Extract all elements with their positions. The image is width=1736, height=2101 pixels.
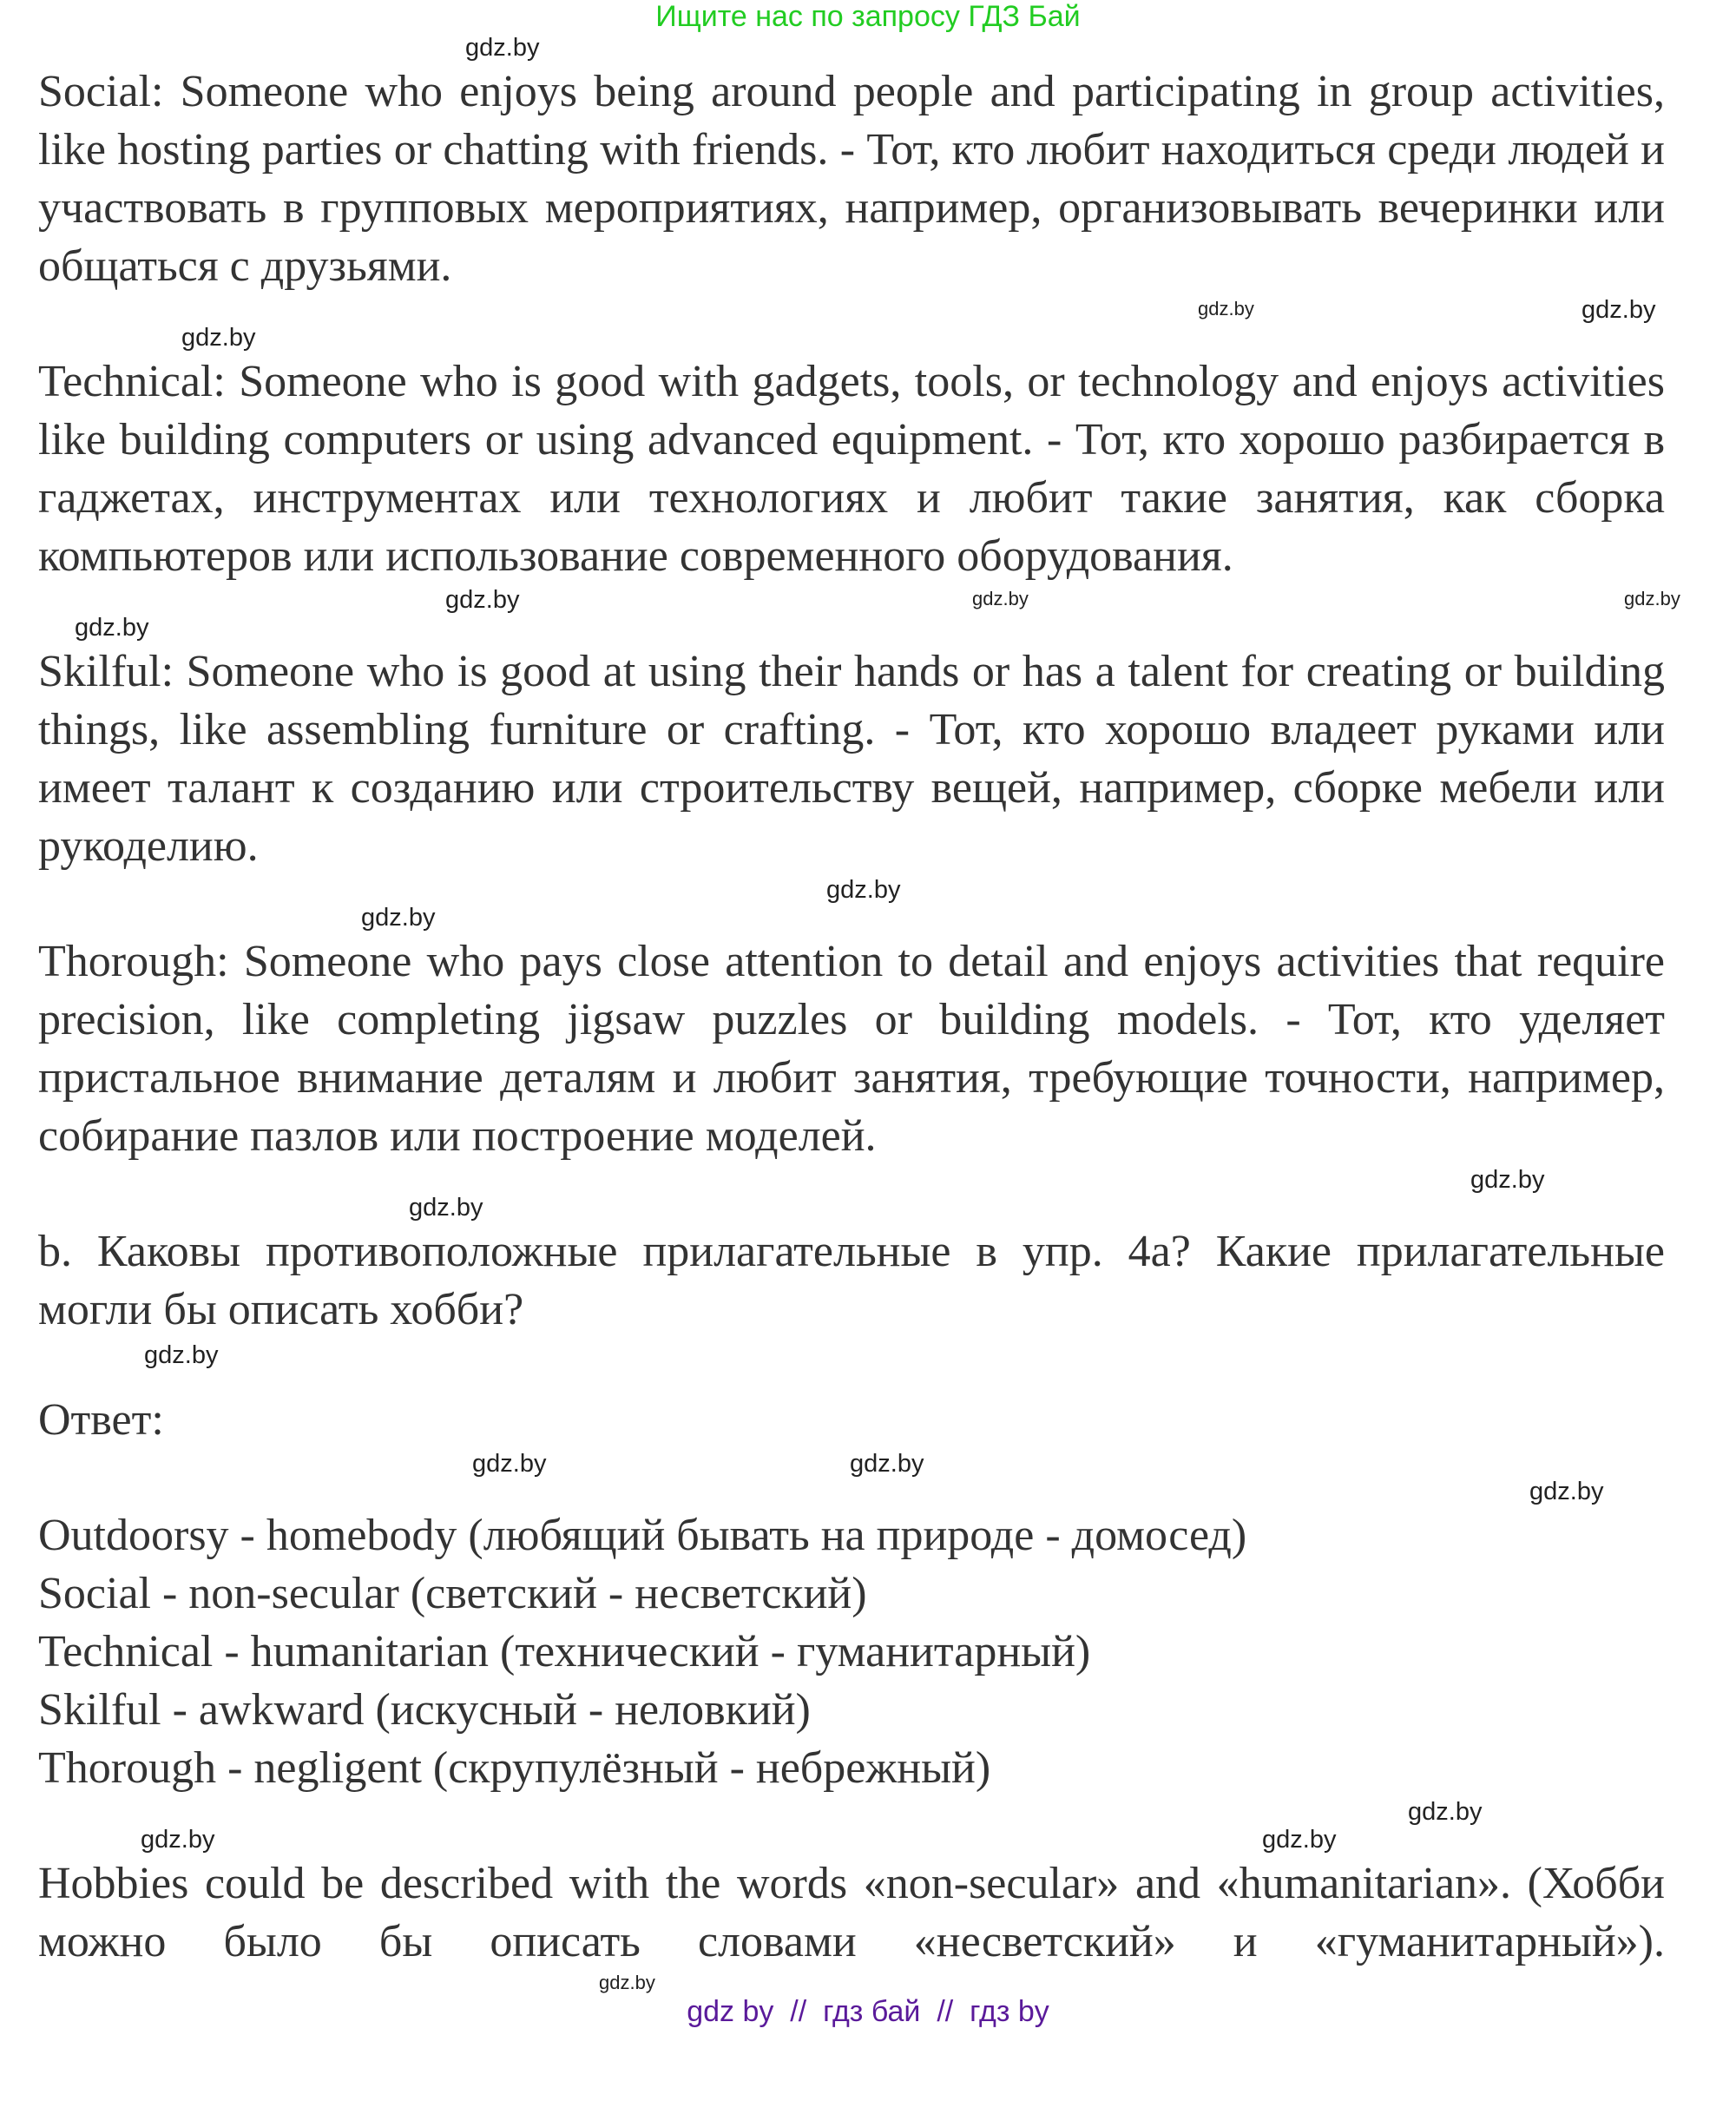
- watermark-row: [0, 1449, 1736, 1506]
- watermark: gdz.by: [361, 904, 436, 932]
- answer-list: [38, 1506, 1665, 1797]
- answer-item: Skilful - awkward (искусный - неловкий): [38, 1685, 811, 1735]
- watermark-row: [0, 295, 1736, 352]
- watermark-row: [0, 33, 1736, 63]
- watermark: gdz.by: [1262, 1826, 1337, 1854]
- watermark-row: [0, 1971, 1736, 1995]
- watermark: gdz.by: [1624, 588, 1680, 609]
- watermark: gdz.by: [1529, 1478, 1604, 1505]
- watermark: gdz.by: [972, 588, 1029, 609]
- paragraph-thorough: Thorough: Someone who pays close attention to detail and enjoys activities that require precision, like completing jigsaw puzzles or building models. - Тот, кто уделяет пристальное внимание деталям и любит занятия, требующие точности, например, собирание пазлов или построение моделей.: [38, 937, 1665, 1161]
- watermark: gdz.by: [826, 876, 901, 904]
- watermark: gdz.by: [445, 586, 520, 614]
- answer-label: Ответ:: [38, 1395, 164, 1445]
- watermark: gdz.by: [472, 1450, 547, 1478]
- watermark: gdz.by: [1408, 1798, 1483, 1826]
- answer-item: Social - non-secular (светский - несветский): [38, 1569, 867, 1618]
- answer-item: Outdoorsy - homebody (любящий бывать на природе - домосед): [38, 1511, 1247, 1560]
- answer-item: Thorough - negligent (скрупулёзный - небрежный): [38, 1743, 991, 1793]
- watermark: gdz.by: [599, 1972, 655, 1993]
- watermark: gdz.by: [409, 1194, 483, 1222]
- watermark: gdz.by: [1470, 1166, 1545, 1194]
- footer-watermark: gdz by // гдз бай // гдз by: [687, 1995, 1049, 2028]
- watermark: gdz.by: [1581, 296, 1656, 324]
- watermark: gdz.by: [1198, 298, 1254, 319]
- watermark: gdz.by: [75, 614, 149, 642]
- watermark-row: [0, 585, 1736, 642]
- conclusion-paragraph: Hobbies could be described with the words «non-secular» and «humanitarian». (Хобби можно было бы описать словами «несветский» и «гуманитарный»).: [38, 1859, 1665, 1966]
- paragraph-skilful: Skilful: Someone who is good at using their hands or has a talent for creating or building things, like assembling furniture or crafting. - Тот, кто хорошо владеет руками или имеет талант к созданию или строительству вещей, например, сборке мебели или рукоделию.: [38, 647, 1665, 871]
- watermark: gdz.by: [181, 324, 256, 352]
- paragraph-technical: Technical: Someone who is good with gadgets, tools, or technology and enjoys activities like building computers or using advanced equipment. - Тот, кто хорошо разбирается в гаджетах, инструментах или технологиях и любит такие занятия, как сборка компьютеров или использование современного оборудования.: [38, 357, 1665, 581]
- watermark-row: [0, 1797, 1736, 1854]
- watermark: gdz.by: [850, 1450, 924, 1478]
- watermark-row: [0, 1339, 1736, 1391]
- watermark-row: [0, 875, 1736, 932]
- watermark: gdz.by: [141, 1826, 215, 1854]
- watermark: gdz.by: [465, 34, 540, 62]
- paragraph-social: Social: Someone who enjoys being around people and participating in group activities, like hosting parties or chatting with friends. - Тот, кто любит находиться среди людей и участвовать в групповых мероприятиях, например, организовывать вечеринки или общаться с друзьями.: [38, 67, 1665, 291]
- watermark: gdz.by: [144, 1341, 219, 1369]
- answer-item: Technical - humanitarian (технический - гуманитарный): [38, 1627, 1091, 1676]
- watermark-row: [0, 1165, 1736, 1222]
- search-hint-banner: Ищите нас по запросу ГДЗ Бай: [655, 0, 1081, 33]
- question-b: b. Каковы противоположные прилагательные в упр. 4a? Какие прилагательные могли бы описать хобби?: [38, 1227, 1665, 1334]
